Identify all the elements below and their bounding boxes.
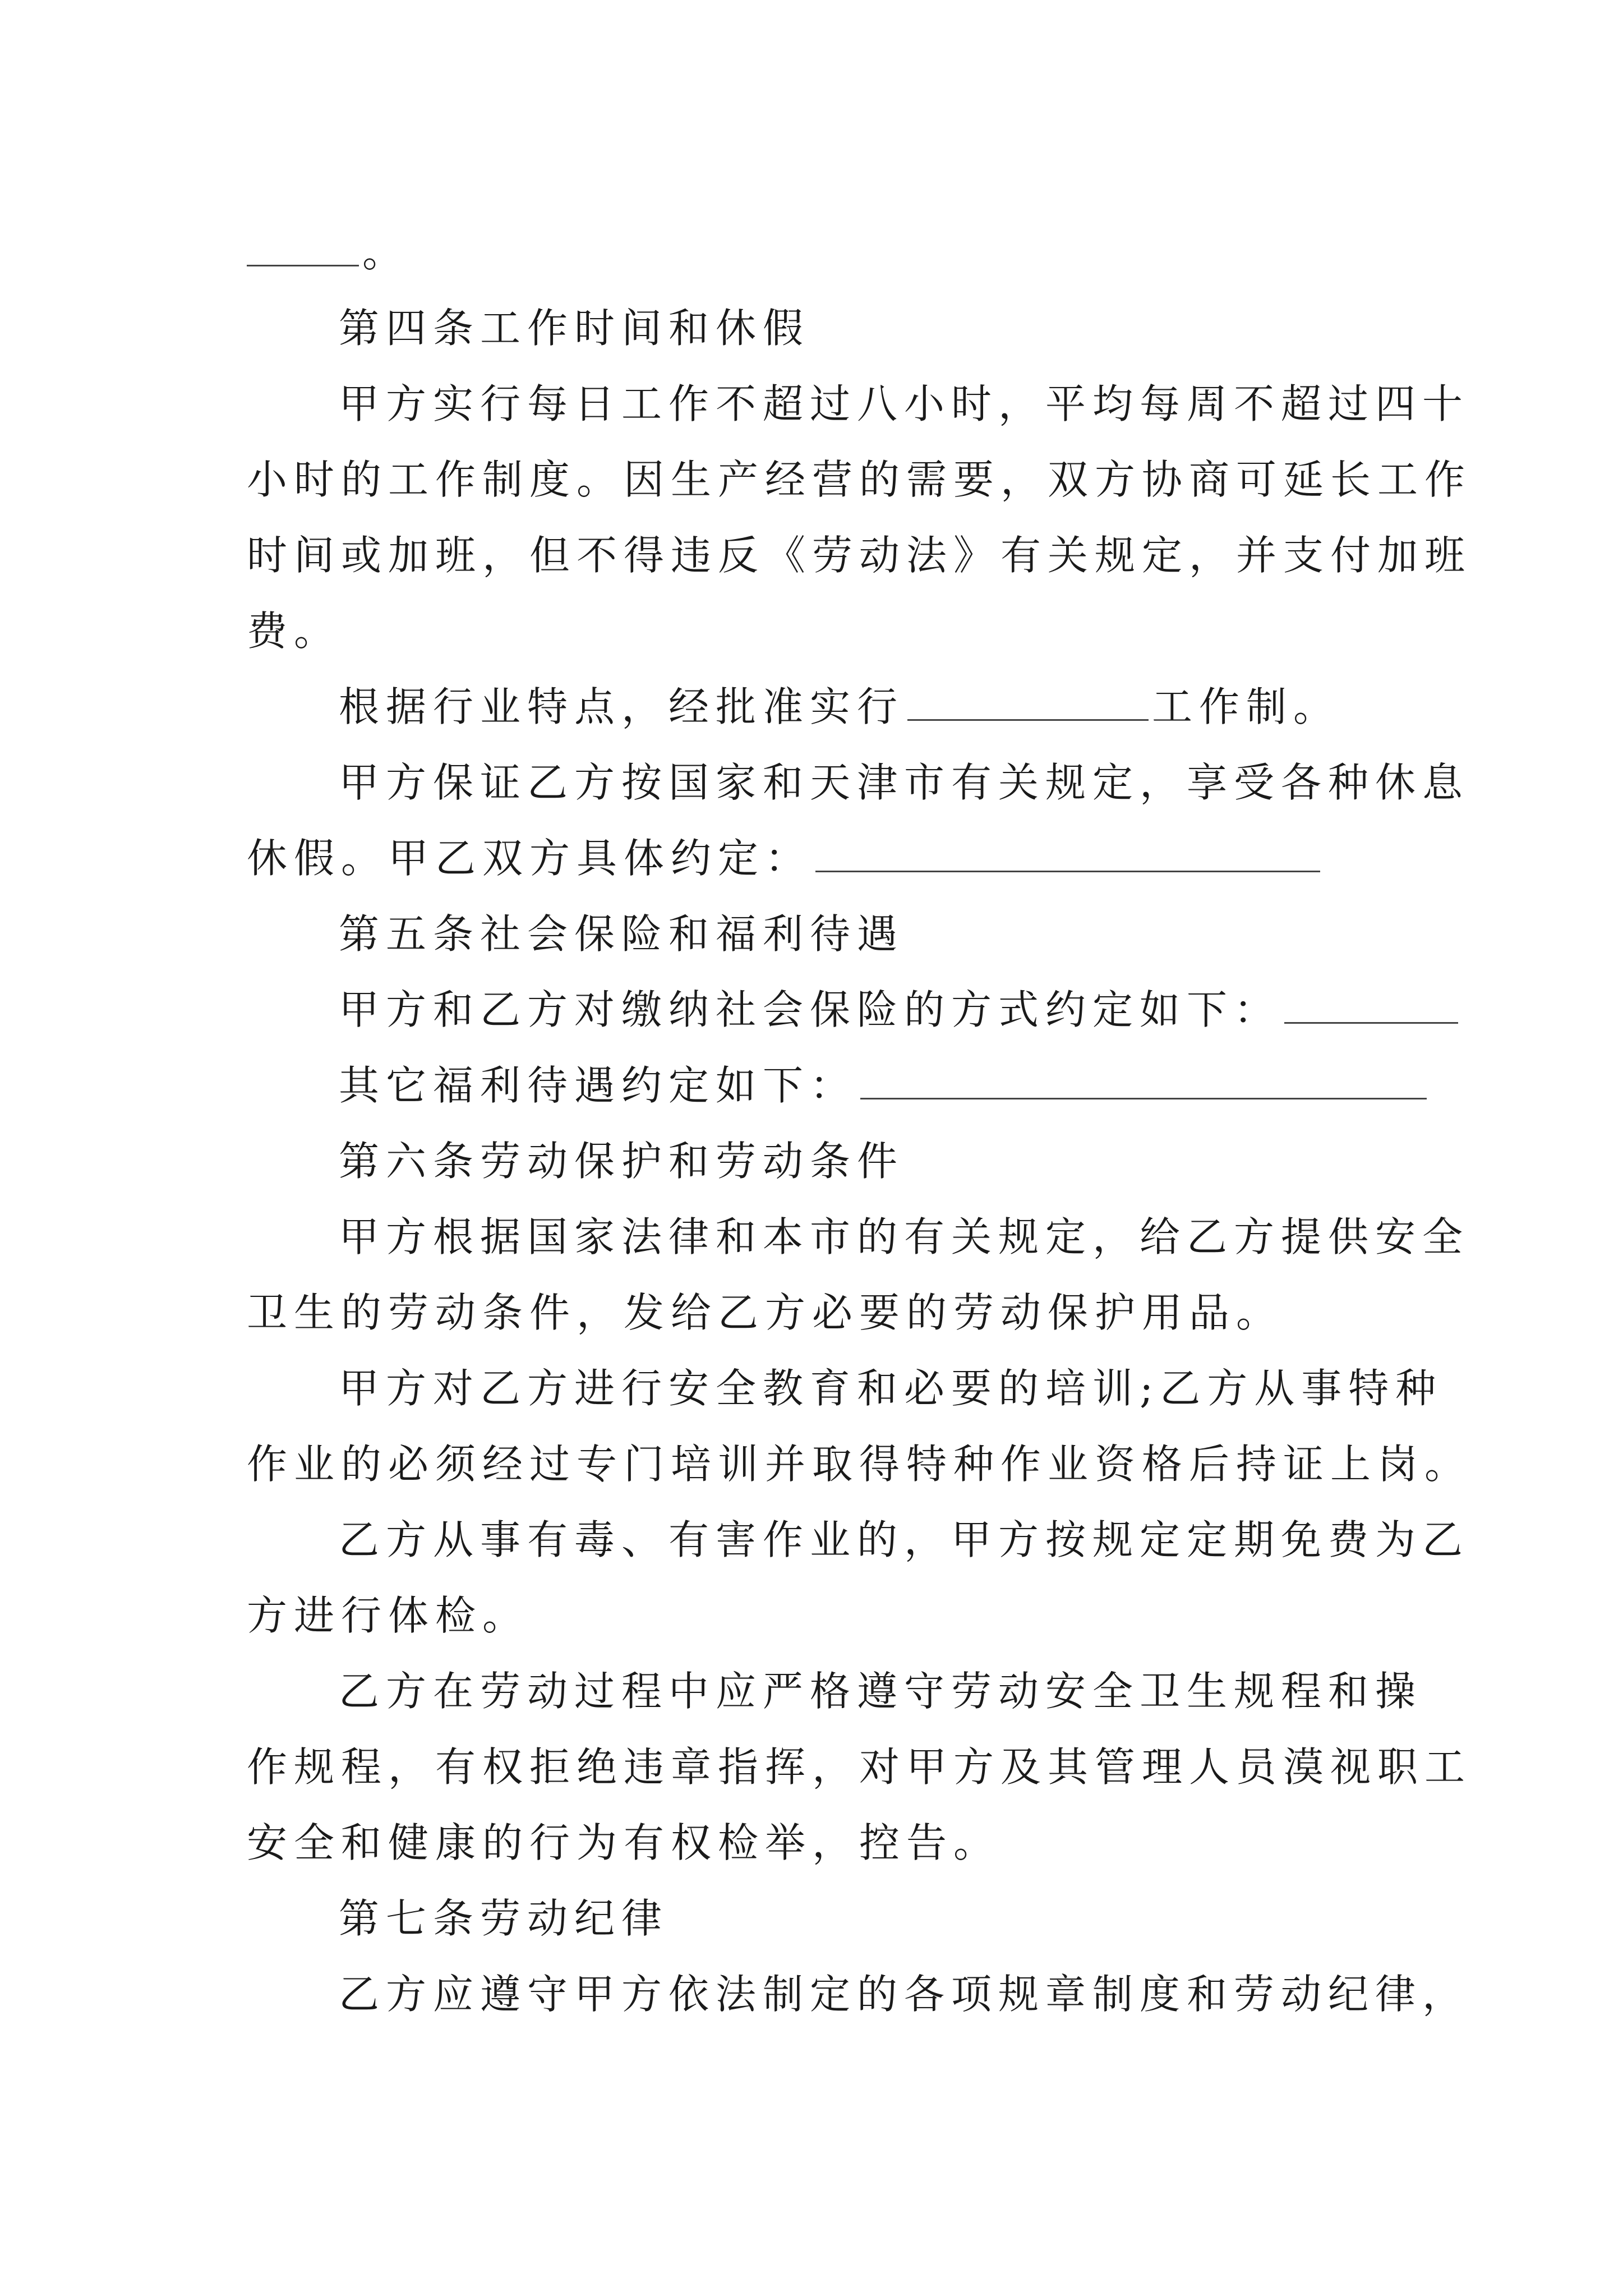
paragraph-line: 乙方应遵守甲方依法制定的各项规章制度和劳动纪律，: [339, 1971, 1470, 2018]
text-line-continuation: [247, 213, 1623, 292]
work-system-blank[interactable]: [907, 680, 1149, 721]
paragraph-line: 乙方在劳动过程中应严格遵守劳动安全卫生规程和操: [339, 1668, 1423, 1715]
leave-agreement-blank[interactable]: [815, 831, 1320, 872]
paragraph-line: 作规程，有权拒绝违章指挥，对甲方及其管理人员漠视职工: [247, 1743, 1472, 1791]
paragraph-line: 甲方保证乙方按国家和天津市有关规定，享受各种休息: [339, 759, 1470, 806]
article-heading-4: 第四条工作时间和休假: [339, 305, 810, 352]
article-heading-5: 第五条社会保险和福利待遇: [339, 910, 905, 958]
article-heading-7: 第七条劳动纪律: [339, 1895, 669, 1942]
paragraph-line: 费。: [247, 608, 342, 655]
fill-in-blank[interactable]: [247, 226, 359, 266]
article-heading-6: 第六条劳动保护和劳动条件: [339, 1138, 905, 1185]
social-insurance-blank[interactable]: [1284, 983, 1458, 1024]
paragraph-line-with-blank: 甲方和乙方对缴纳社会保险的方式约定如下：: [339, 970, 1623, 1049]
paragraph-line-with-blank: 根据行业特点，经批准实行 工作制。: [339, 668, 1623, 746]
benefits-blank[interactable]: [860, 1059, 1427, 1099]
paragraph-line: 安全和健康的行为有权检举，控告。: [247, 1819, 1001, 1866]
paragraph-line: 作业的必须经过专门培训并取得特种作业资格后持证上岗。: [247, 1441, 1472, 1488]
line-text: 。: [362, 229, 410, 276]
paragraph-line: 小时的工作制度。因生产经营的需要，双方协商可延长工作: [247, 456, 1472, 503]
paragraph-line: 甲方实行每日工作不超过八小时，平均每周不超过四十: [339, 380, 1470, 427]
paragraph-line-with-blank: 休假。甲乙双方具体约定：: [247, 819, 1623, 898]
paragraph-line-with-blank: 其它福利待遇约定如下：: [339, 1046, 1623, 1125]
paragraph-line: 甲方根据国家法律和本市的有关规定，给乙方提供安全: [339, 1213, 1470, 1260]
paragraph-line: 卫生的劳动条件，发给乙方必要的劳动保护用品。: [247, 1289, 1284, 1336]
paragraph-line: 时间或加班，但不得违反《劳动法》有关规定，并支付加班: [247, 532, 1472, 579]
paragraph-line: 方进行体检。: [247, 1592, 530, 1639]
paragraph-line: 乙方从事有毒、有害作业的，甲方按规定定期免费为乙: [339, 1516, 1470, 1563]
paragraph-line: 甲方对乙方进行安全教育和必要的培训;乙方从事特种: [339, 1365, 1443, 1412]
